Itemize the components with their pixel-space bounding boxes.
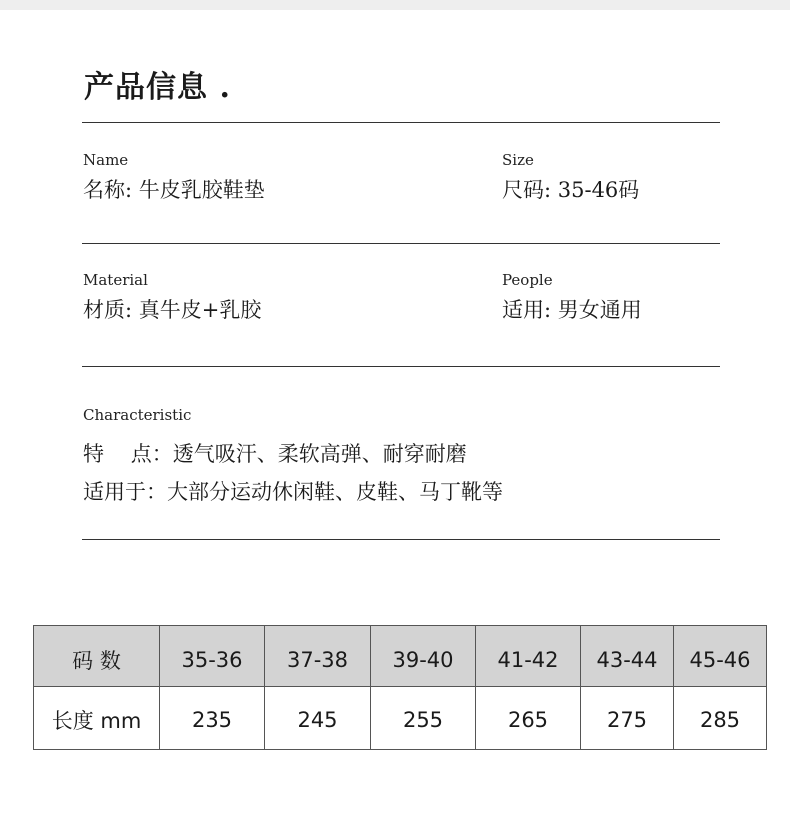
divider [82,539,720,540]
characteristic-line-1: 特 点：透气吸汗、柔软高弹、耐穿耐磨 [83,442,467,466]
material-value: 材质: 真牛皮+乳胶 [83,298,262,322]
material-label: Material [83,271,148,289]
size-table [33,625,767,750]
table-header-cell: 码 数 [34,626,160,687]
table-header-cell: 43-44 [581,626,674,687]
table-header-cell: 37-38 [265,626,371,687]
name-value: 名称: 牛皮乳胶鞋垫 [83,178,265,202]
size-table-row [34,687,767,750]
table-header-cell: 35-36 [160,626,265,687]
table-cell: 235 [160,687,265,750]
page-title: 产品信息 . [84,70,231,105]
table-cell: 长度 mm [34,687,160,750]
divider [82,122,720,123]
name-label: Name [83,151,129,169]
characteristic-line-2: 适用于：大部分运动休闲鞋、皮鞋、马丁靴等 [83,480,503,504]
divider [82,366,720,367]
table-header-cell: 41-42 [476,626,581,687]
table-cell: 265 [476,687,581,750]
table-cell: 275 [581,687,674,750]
divider [82,243,720,244]
size-table-header-row [34,626,767,687]
table-cell: 245 [265,687,371,750]
table-cell: 255 [371,687,476,750]
top-strip [0,0,790,10]
table-header-cell: 45-46 [674,626,767,687]
table-cell: 285 [674,687,767,750]
size-label: Size [502,151,534,169]
characteristic-label: Characteristic [83,406,192,424]
people-value: 适用: 男女通用 [502,298,642,322]
table-header-cell: 39-40 [371,626,476,687]
size-value: 尺码: 35-46码 [502,178,640,202]
people-label: People [502,271,553,289]
